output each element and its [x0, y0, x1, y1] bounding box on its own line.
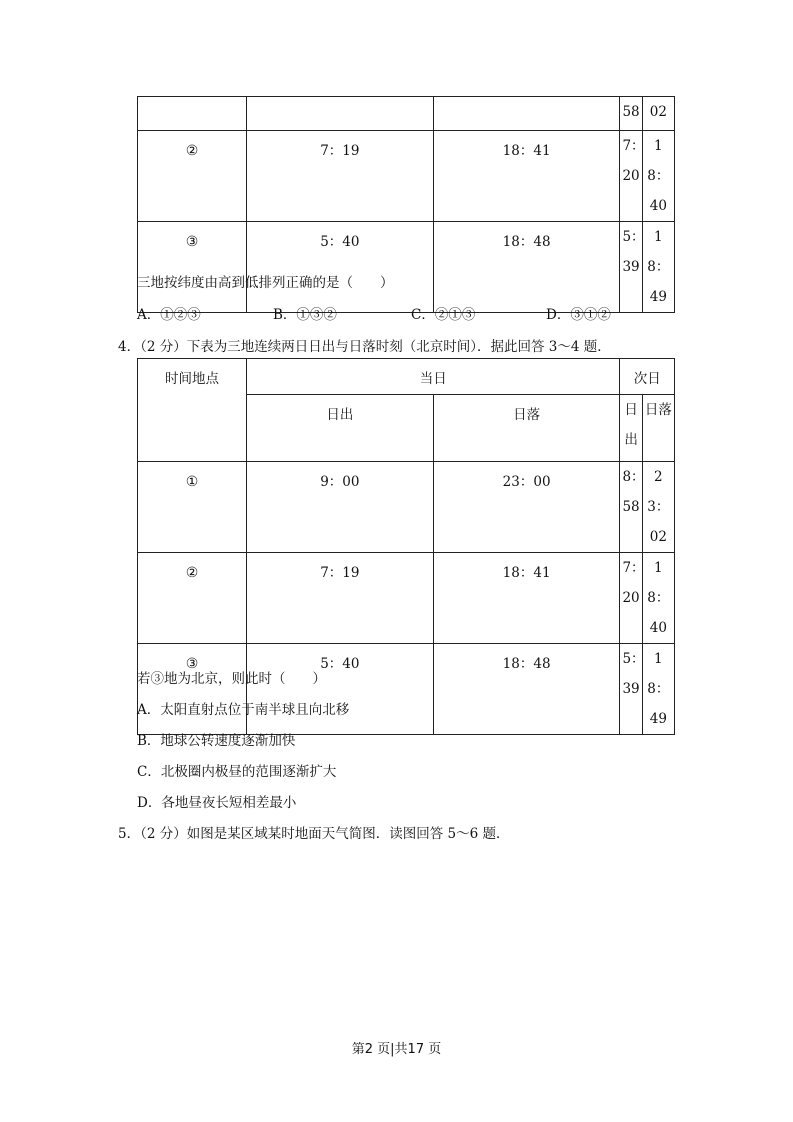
q4-stem: 若③地为北京，则此时（ ）: [137, 671, 326, 687]
next-rise-cell: 8：58: [620, 462, 642, 553]
header-sunset: 日落: [433, 395, 620, 462]
set-cell: 18：48: [433, 644, 620, 735]
q3-option-d: D．③①②: [546, 307, 611, 323]
next-rise-cell: 58: [620, 97, 642, 131]
place-cell: ②: [138, 131, 247, 222]
next-set-cell: 23：02: [642, 462, 674, 553]
set-cell: [433, 97, 620, 131]
set-cell: 18：41: [433, 553, 620, 644]
rise-cell: 5：40: [247, 222, 434, 313]
q4-option-b: B．地球公转速度逐渐加快: [137, 733, 296, 749]
q4-option-a: A．太阳直射点位于南半球且向北移: [137, 702, 350, 718]
q3-option-c: C．②①③: [411, 307, 476, 323]
set-cell: 23：00: [433, 462, 620, 553]
q3-option-b: B．①③②: [273, 307, 337, 323]
next-set-cell: 18：40: [642, 553, 674, 644]
next-rise-cell: 5：39: [620, 222, 642, 313]
table-header-row: [138, 359, 675, 395]
rise-cell: [247, 97, 434, 131]
place-cell: ③: [138, 222, 247, 313]
rise-cell: 7：19: [247, 553, 434, 644]
header-next-sunset: 日落: [642, 395, 674, 462]
next-rise-cell: 7：20: [620, 131, 642, 222]
next-rise-cell: 5：39: [620, 644, 642, 735]
table-row: [138, 644, 675, 735]
next-rise-cell: 7：20: [620, 553, 642, 644]
header-next-day: 次日: [620, 359, 675, 395]
header-time-place: 时间地点: [138, 359, 247, 462]
set-cell: 18：48: [433, 222, 620, 313]
q3-option-a: A．①②③: [137, 307, 201, 323]
table-row: [138, 97, 675, 131]
next-set-cell: 18：40: [642, 131, 674, 222]
rise-cell: 7：19: [247, 131, 434, 222]
header-sunrise: 日出: [247, 395, 434, 462]
header-next-sunrise: 日出: [620, 395, 642, 462]
next-set-cell: 18：49: [642, 222, 674, 313]
table-row: [138, 553, 675, 644]
set-cell: 18：41: [433, 131, 620, 222]
q5-title: 5．（2 分）如图是某区域某时地面天气简图．读图回答 5～6 题．: [118, 826, 510, 842]
rise-cell: 5：40: [247, 644, 434, 735]
header-today: 当日: [247, 359, 620, 395]
q4-option-c: C．北极圈内极昼的范围逐渐扩大: [137, 764, 337, 780]
place-cell: ①: [138, 462, 247, 553]
table-row: [138, 462, 675, 553]
rise-cell: 9：00: [247, 462, 434, 553]
next-set-cell: 02: [642, 97, 674, 131]
table-row: [138, 222, 675, 313]
page-footer: 第2 页|共17 页: [351, 1042, 442, 1057]
place-cell: [138, 97, 247, 131]
q4-title: 4．（2 分）下表为三地连续两日日出与日落时刻（北京时间）．据此回答 3～4 题．: [118, 339, 611, 355]
table-row: [138, 131, 675, 222]
place-cell: ②: [138, 553, 247, 644]
next-set-cell: 18：49: [642, 644, 674, 735]
q4-option-d: D．各地昼夜长短相差最小: [137, 795, 297, 811]
place-cell: ③: [138, 644, 247, 735]
q3-stem: 三地按纬度由高到低排列正确的是（ ）: [137, 275, 394, 291]
